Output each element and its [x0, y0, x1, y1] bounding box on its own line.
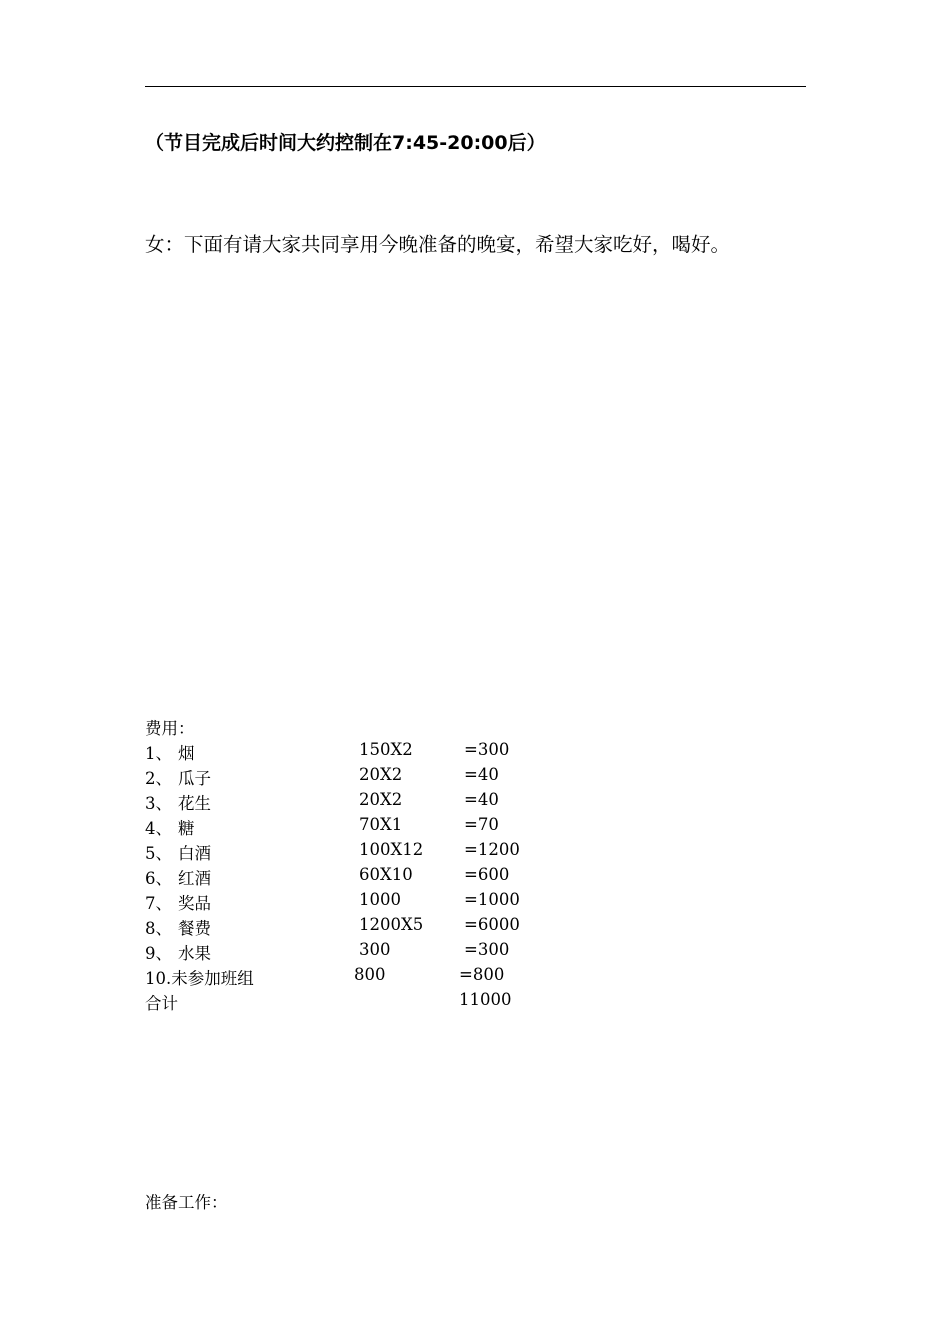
cost-row-result: =800 — [459, 965, 505, 984]
cost-row-result: =1200 — [464, 840, 520, 859]
time-note: （节目完成后时间大约控制在7:45-20:00后） — [145, 132, 546, 154]
header-rule — [145, 86, 806, 87]
cost-row-result: =600 — [464, 865, 510, 884]
cost-row-result: =300 — [464, 940, 510, 959]
cost-row-item: 烟 — [178, 744, 195, 763]
cost-row-number: 1、 — [145, 744, 172, 763]
cost-row-result: =1000 — [464, 890, 520, 909]
cost-row-number: 2、 — [145, 769, 172, 788]
cost-row-item: 花生 — [178, 794, 211, 813]
cost-row-calc: 60X10 — [359, 865, 413, 884]
cost-row-item: 红酒 — [178, 869, 211, 888]
cost-row-result: =6000 — [464, 915, 520, 934]
cost-row-result: =70 — [464, 815, 499, 834]
cost-row-result: =40 — [464, 790, 499, 809]
cost-row-calc: 70X1 — [359, 815, 403, 834]
cost-row-item: 餐费 — [178, 919, 211, 938]
cost-row-item: 10.未参加班组 — [145, 969, 254, 988]
cost-row-calc: 1200X5 — [359, 915, 424, 934]
cost-total-value: 11000 — [459, 990, 512, 1009]
cost-row-calc: 800 — [354, 965, 386, 984]
cost-row-number: 9、 — [145, 944, 172, 963]
cost-total-label: 合计 — [145, 994, 178, 1013]
cost-row-number: 4、 — [145, 819, 172, 838]
cost-row-calc: 300 — [359, 940, 391, 959]
cost-row-number: 5、 — [145, 844, 172, 863]
cost-row-calc: 20X2 — [359, 765, 403, 784]
cost-row-calc: 150X2 — [359, 740, 413, 759]
cost-row-number: 3、 — [145, 794, 172, 813]
cost-row-calc: 1000 — [359, 890, 401, 909]
cost-row-item: 白酒 — [178, 844, 211, 863]
cost-row-result: =300 — [464, 740, 510, 759]
cost-row-result: =40 — [464, 765, 499, 784]
costs-heading: 费用： — [145, 719, 195, 738]
cost-row-item: 瓜子 — [178, 769, 211, 788]
cost-row-number: 7、 — [145, 894, 172, 913]
preparation-heading: 准备工作： — [145, 1193, 228, 1212]
cost-row-item: 糖 — [178, 819, 195, 838]
cost-row-calc: 20X2 — [359, 790, 403, 809]
cost-row-number: 6、 — [145, 869, 172, 888]
host-speech-line: 女：下面有请大家共同享用今晚准备的晚宴，希望大家吃好，喝好。 — [145, 233, 731, 256]
cost-row-item: 水果 — [178, 944, 211, 963]
cost-row-calc: 100X12 — [359, 840, 424, 859]
cost-row-item: 奖品 — [178, 894, 211, 913]
cost-row-number: 8、 — [145, 919, 172, 938]
